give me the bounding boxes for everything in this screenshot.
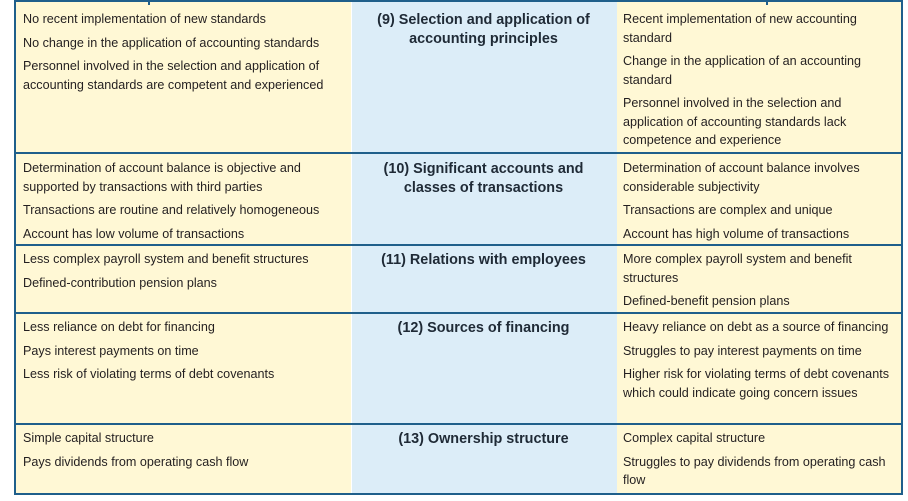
higher-risk-item: Heavy reliance on debt as a source of financing xyxy=(623,320,889,334)
row-divider xyxy=(16,312,901,314)
factor-column xyxy=(351,0,618,493)
higher-risk-item: Transactions are complex and unique xyxy=(623,203,833,217)
lower-risk-item: Simple capital structure xyxy=(23,431,154,445)
factor-heading: (10) Significant accounts and classes of transactions xyxy=(383,161,584,196)
factor-heading: (12) Sources of financing xyxy=(397,320,570,336)
lower-risk-item: No change in the application of accounting standards xyxy=(23,35,320,50)
higher-risk-item: Account has high volume of transactions xyxy=(623,226,850,241)
factor-heading: (11) Relations with employees xyxy=(381,252,586,268)
higher-risk-item: More complex payroll system and benefit structures xyxy=(623,252,852,285)
higher-risk-item: Recent implementation of new accounting standard xyxy=(623,12,857,45)
higher-risk-item: Complex capital structure xyxy=(623,431,766,445)
risk-factor-table xyxy=(14,0,903,495)
row-divider xyxy=(16,423,901,425)
lower-risk-item: No recent implementation of new standards xyxy=(23,12,266,26)
lower-risk-item: Less complex payroll system and benefit structures xyxy=(23,252,309,266)
lower-risk-item: Less risk of violating terms of debt covenants xyxy=(23,367,275,381)
lower-risk-item: Pays dividends from operating cash flow xyxy=(23,454,249,469)
lower-risk-item: Personnel involved in the selection and application of accounting standards are competent and experienced xyxy=(23,59,324,92)
higher-risk-cell xyxy=(623,250,899,316)
higher-risk-item: Personnel involved in the selection and application of accounting standards lack competence and experience xyxy=(623,96,847,147)
lower-risk-cell xyxy=(23,159,345,248)
lower-risk-item: Determination of account balance is objective and supported by transactions with third parties xyxy=(23,161,301,194)
lower-risk-item: Account has low volume of transactions xyxy=(23,226,245,241)
higher-risk-item: Struggles to pay dividends from operating cash flow xyxy=(623,454,886,487)
lower-risk-cell xyxy=(23,429,345,476)
factor-heading: (9) Selection and application of accounting principles xyxy=(377,12,590,47)
lower-risk-cell xyxy=(23,10,345,99)
factor-heading: (13) Ownership structure xyxy=(398,431,569,447)
higher-risk-cell xyxy=(623,159,899,248)
lower-risk-item: Transactions are routine and relatively homogeneous xyxy=(23,203,320,217)
column-tick xyxy=(766,0,768,5)
lower-risk-cell xyxy=(23,318,345,389)
higher-risk-item: Higher risk for violating terms of debt covenants which could indicate going concern issues xyxy=(623,367,889,400)
row-divider xyxy=(16,152,901,154)
higher-risk-cell xyxy=(623,429,899,495)
higher-risk-cell xyxy=(623,10,899,155)
row-divider xyxy=(16,244,901,246)
lower-risk-item: Defined-contribution pension plans xyxy=(23,275,217,290)
higher-risk-item: Struggles to pay interest payments on time xyxy=(623,343,862,358)
column-tick xyxy=(148,0,150,5)
higher-risk-cell xyxy=(623,318,899,407)
lower-risk-cell xyxy=(23,250,345,297)
higher-risk-item: Change in the application of an accounting standard xyxy=(623,54,862,87)
lower-risk-item: Pays interest payments on time xyxy=(23,343,199,358)
lower-risk-item: Less reliance on debt for financing xyxy=(23,320,215,334)
higher-risk-item: Determination of account balance involves considerable subjectivity xyxy=(623,161,860,194)
higher-risk-item: Defined-benefit pension plans xyxy=(623,294,790,308)
